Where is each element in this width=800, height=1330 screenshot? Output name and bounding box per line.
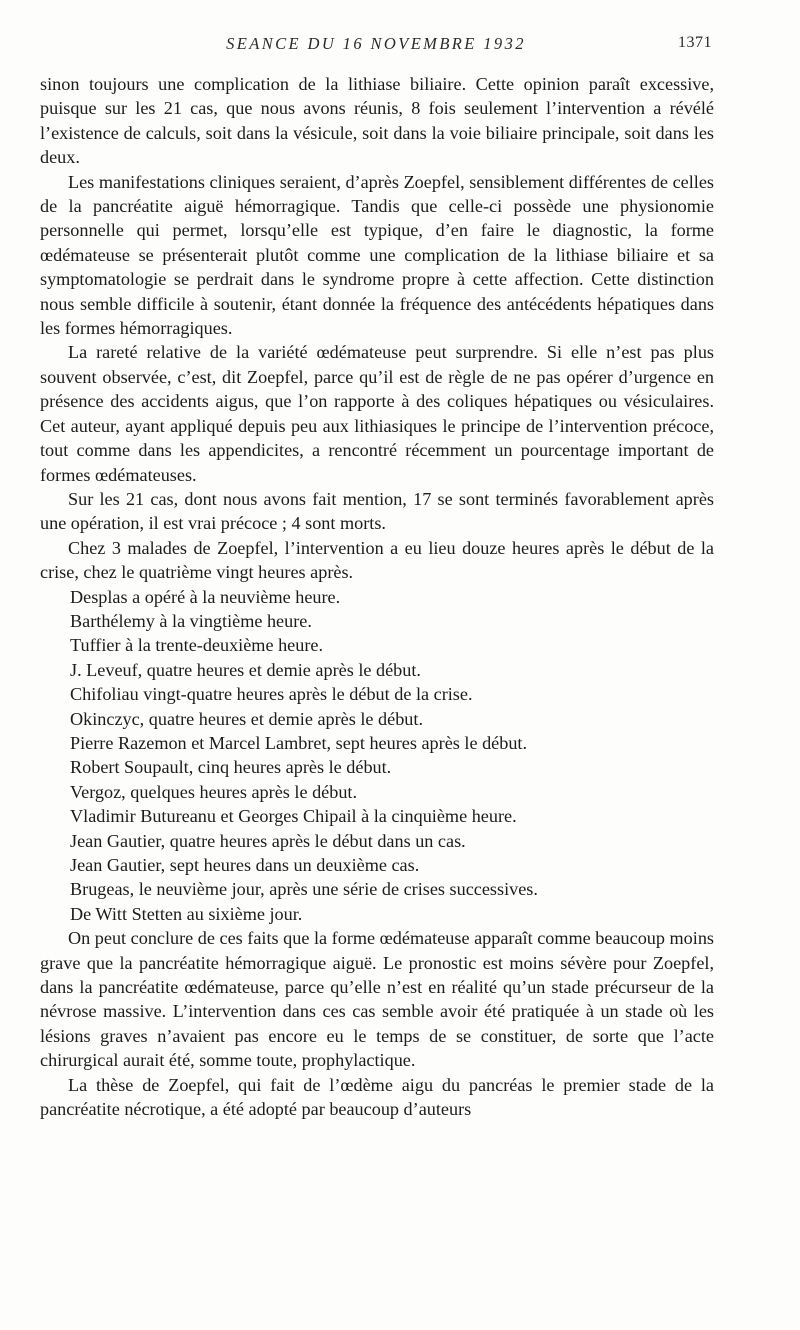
list-item: Vladimir Butureanu et Georges Chipail à la cinquième heure.	[70, 806, 517, 827]
running-title: SEANCE DU 16 NOVEMBRE 1932	[226, 34, 526, 53]
list-item: Chifoliau vingt-quatre heures après le début de la crise.	[70, 684, 473, 705]
list-item: Barthélemy à la vingtième heure.	[70, 610, 312, 631]
paragraph-4: Sur les 21 cas, dont nous avons fait mention, 17 se sont terminés favorablement après une opération, il est vrai précoce ; 4 sont morts.	[40, 488, 714, 534]
paragraph-6: On peut conclure de ces faits que la forme œdémateuse apparaît comme beaucoup moins grave que la pancréatite hémorragique aiguë. Le pronostic est moins sévère pour Zoepfel, dans la pancréatite œdémateuse, parce qu’elle n’est en réalité qu’un stade précurseur de la névrose massive. L’intervention dans ces cas semble avoir été pratiquée à un stade où les lésions graves n’avaient pas encore eu le temps de se constituer, de sorte que l’acte chirurgical aurait été, somme toute, prophylactique.	[40, 928, 714, 1071]
paragraph-7: La thèse de Zoepfel, qui fait de l’œdème aigu du pancréas le premier stade de la pancréatite nécrotique, a été adopté par beaucoup d’auteurs	[40, 1074, 714, 1120]
list-item: Jean Gautier, sept heures dans un deuxième cas.	[70, 855, 420, 875]
list-item: Desplas a opéré à la neuvième heure.	[70, 586, 341, 607]
list-item: Tuffier à la trente-deuxième heure.	[70, 635, 324, 656]
page-number: 1371	[678, 34, 712, 51]
list-item: Jean Gautier, quatre heures après le début dans un cas.	[70, 830, 466, 851]
list-item: De Witt Stetten au sixième jour.	[70, 903, 303, 924]
page-header	[40, 34, 712, 58]
list-item: Brugeas, le neuvième jour, après une série de crises successives.	[70, 879, 538, 900]
paragraph-2: Les manifestations cliniques seraient, d’après Zoepfel, sensiblement différentes de celles de la pancréatite aiguë hémorragique. Tandis que celle-ci possède une physionomie personnelle qui permet, lorsqu’elle est typique, d’en faire le diagnostic, la forme œdémateuse se présenterait plutôt comme une complication de la lithiase biliaire et sa symptomatologie se perdrait dans le syndrome propre à cette affection. Cette distinction nous semble difficile à soutenir, étant donnée la fréquence des antécédents hépatiques dans les formes hémorragiques.	[40, 171, 714, 339]
body-text	[40, 72, 714, 1121]
paragraph-5: Chez 3 malades de Zoepfel, l’intervention a eu lieu douze heures après le début de la crise, chez le quatrième vingt heures après.	[40, 537, 714, 583]
list-item: Pierre Razemon et Marcel Lambret, sept heures après le début.	[70, 732, 528, 753]
paragraph-1: sinon toujours une complication de la lithiase biliaire. Cette opinion paraît excessive, puisque sur les 21 cas, que nous avons réunis, 8 fois seulement l’intervention a révélé l’existence de calculs, soit dans la vésicule, soit dans la voie biliaire principale, soit dans les deux.	[40, 74, 714, 168]
case-list	[40, 585, 714, 927]
list-item: Vergoz, quelques heures après le début.	[70, 781, 358, 802]
list-item: Robert Soupault, cinq heures après le début.	[70, 757, 392, 778]
paragraph-3: La rareté relative de la variété œdémateuse peut surprendre. Si elle n’est pas plus souvent observée, c’est, dit Zoepfel, parce qu’il est de règle de ne pas opérer d’urgence en présence des accidents aigus, que l’on rapporte à des coliques hépatiques ou vésiculaires. Cet auteur, ayant appliqué depuis peu aux lithiasiques le principe de l’intervention précoce, tout comme dans les appendicites, a rencontré récemment un pourcentage important de formes œdémateuses.	[40, 342, 714, 485]
list-item: Okinczyc, quatre heures et demie après le début.	[70, 708, 423, 729]
list-item: J. Leveuf, quatre heures et demie après le début.	[70, 659, 421, 680]
